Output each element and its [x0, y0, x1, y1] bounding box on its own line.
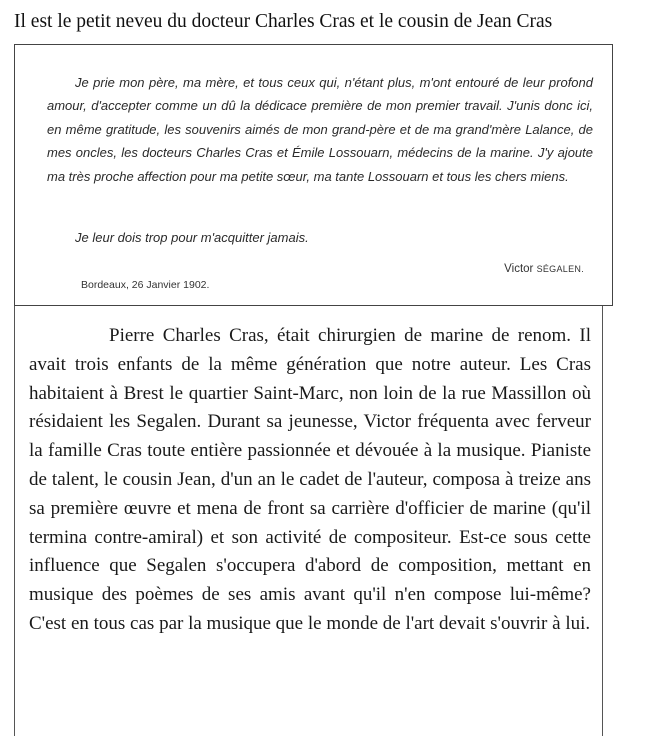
- body-text-frame: [14, 306, 603, 736]
- place-date: Bordeaux, 26 Janvier 1902.: [81, 279, 210, 291]
- signature: [504, 263, 584, 275]
- signature-first-name: Victor: [504, 263, 534, 275]
- page-heading: Il est le petit neveu du docteur Charles Cras et le cousin de Jean Cras: [14, 11, 553, 32]
- dedication-closing-line: Je leur dois trop pour m'acquitter jamais.: [75, 230, 309, 245]
- dedication-paragraph: Je prie mon père, ma mère, et tous ceux qui, n'étant plus, m'ont entouré de leur profond amour, d'accepter comme un dû la dédicace première de mon premier travail. J'unis donc ici, en même gratitude, les souvenirs aimés de mon grand-père et de ma grand'mère Lalance, de mes oncles, les docteurs Charles Cras et Émile Lossouarn, médecins de la marine. J'y ajoute ma très proche affection pour ma petite sœur, ma tante Lossouarn et tous les chers miens.: [47, 75, 593, 184]
- signature-last-name: SÉGALEN.: [536, 264, 584, 274]
- body-paragraph: Pierre Charles Cras, était chirurgien de marine de renom. Il avait trois enfants de la même génération que notre auteur. Les Cras habitaient à Brest le quartier Saint-Marc, non loin de la rue Massillon où résidaient les Segalen. Durant sa jeunesse, Victor fréquenta avec ferveur la famille Cras toute entière passionnée et dévouée à la musique. Pianiste de talent, le cousin Jean, d'un an le cadet de l'auteur, composa à treize ans sa première œuvre et mena de front sa carrière d'officier de marine (qu'il termina contre-amiral) et son activité de compositeur. Est-ce sous cette influence que Segalen s'occupera d'abord de composition, mettant en musique des poèmes de ses amis avant qu'il n'en compose lui-même? C'est en tous cas par la musique que le monde de l'art devait s'ouvrir à lui.: [29, 325, 591, 634]
- dedication-excerpt: [14, 44, 613, 306]
